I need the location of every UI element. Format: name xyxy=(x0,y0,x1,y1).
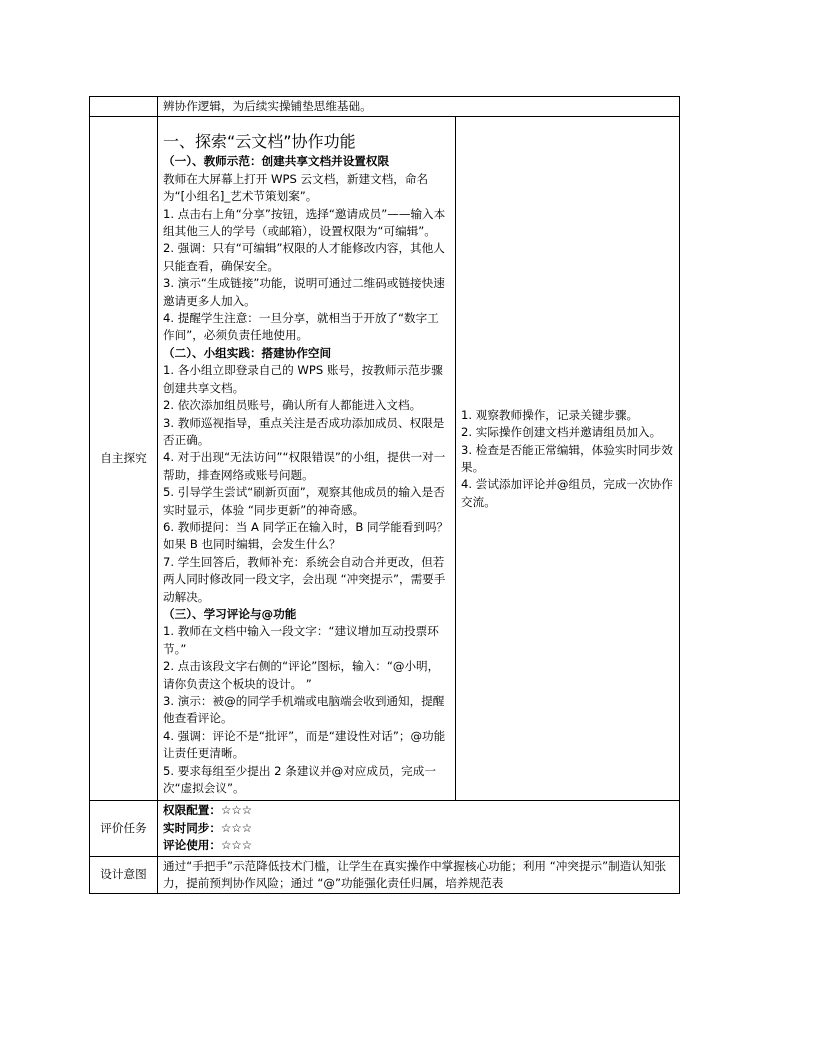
lesson-table xyxy=(89,96,680,894)
content-line: 1. 教师在文档中输入一段文字：“建议增加互动投票环节。” xyxy=(163,624,439,656)
content-line: 2. 依次添加组员账号，确认所有人都能进入文档。 xyxy=(163,398,422,413)
main-label: 自主探究 xyxy=(100,451,147,466)
main-content-cell xyxy=(158,117,456,801)
subsection-heading: （二）、小组实践：搭建协作空间 xyxy=(163,345,332,360)
content-line: 7. 学生回答后，教师补充：系统会自动合并更改，但若两人同时修改同一段文字，会出现 “冲突提示”，需要手动解决。 xyxy=(163,554,446,604)
student-activity-line: 3. 检查是否能正常编辑，体验实时同步效果。 xyxy=(461,442,673,474)
top-label-cell xyxy=(90,97,158,117)
subsection-heading: （一）、教师示范：创建共享文档并设置权限 xyxy=(163,154,390,169)
eval-item-name: 实时同步： xyxy=(163,820,221,835)
content-line: 教师在大屏幕上打开 WPS 云文档，新建文档，命名为“[小组名]_艺术节策划案”。 xyxy=(163,171,429,204)
student-activity-cell xyxy=(456,117,680,801)
top-text-cell xyxy=(158,97,680,117)
eval-item-name: 评论使用： xyxy=(163,838,221,853)
content-line: 2. 强调：只有“可编辑”权限的人才能修改内容，其他人只能查看，确保安全。 xyxy=(163,241,445,273)
student-activity-line: 1. 观察教师操作，记录关键步骤。 xyxy=(461,407,639,422)
content-line: 5. 要求每组至少提出 2 条建议并@对应成员，完成一次“虚拟会议”。 xyxy=(163,763,436,796)
content-line: 4. 对于出现“无法访问”“权限错误”的小组，提供一对一帮助，排查网络或账号问题。 xyxy=(163,450,446,482)
table-row-eval xyxy=(90,801,680,856)
eval-item xyxy=(163,820,674,837)
main-label-cell xyxy=(90,117,158,801)
content-line: 4. 提醒学生注意：一旦分享，就相当于开放了“数字工作间”，必须负责任地使用。 xyxy=(163,311,439,343)
content-line: 4. 强调：评论不是“批评”，而是“建设性对话”；@功能让责任更清晰。 xyxy=(163,728,446,761)
design-label: 设计意图 xyxy=(100,867,147,882)
content-line: 3. 演示：被@的同学手机端或电脑端会收到通知，提醒他查看评论。 xyxy=(163,694,445,726)
eval-item xyxy=(163,837,674,854)
eval-lines xyxy=(163,802,674,854)
table-row-top xyxy=(90,97,680,117)
design-text: 通过“手把手”示范降低技术门槛，让学生在真实操作中掌握核心功能；利用 “冲突提示”制造认知张力，提前预判协作风险；通过 “@”功能强化责任归属，培养规范表 xyxy=(163,858,667,891)
eval-label-cell xyxy=(90,801,158,856)
main-lines xyxy=(163,153,450,797)
eval-label: 评价任务 xyxy=(100,820,147,835)
subsection-heading: （三）、学习评论与@功能 xyxy=(163,606,297,621)
eval-stars: ☆☆☆ xyxy=(220,838,253,853)
eval-stars: ☆☆☆ xyxy=(220,803,253,818)
content-line: 3. 演示“生成链接”功能，说明可通过二维码或链接快速邀请更多人加入。 xyxy=(163,276,445,308)
top-text: 辨协作逻辑，为后续实操铺垫思维基础。 xyxy=(163,99,372,113)
student-activity-line: 2. 实际操作创建文档并邀请组员加入。 xyxy=(461,425,662,440)
student-activity-lines xyxy=(461,407,674,511)
content-line: 5. 引导学生尝试“刷新页面”，观察其他成员的输入是否实时显示，体验 “同步更新”的神奇感。 xyxy=(163,485,445,517)
table-row-main xyxy=(90,117,680,801)
eval-stars: ☆☆☆ xyxy=(220,820,253,835)
eval-item-name: 权限配置： xyxy=(163,803,221,818)
eval-item xyxy=(163,802,674,819)
content-line: 1. 各小组立即登录自己的 WPS 账号，按教师示范步骤创建共享文档。 xyxy=(163,363,443,395)
content-line: 1. 点击右上角“分享”按钮，选择“邀请成员”——输入本组其他三人的学号（或邮箱），设置权限为“可编辑”。 xyxy=(163,206,446,239)
eval-content-cell xyxy=(158,801,680,856)
section-heading: 一、探索“云文档”协作功能 xyxy=(163,132,356,152)
content-line: 6. 教师提问：当 A 同学正在输入时，B 同学能看到吗？如果 B 也同时编辑，会发生什么？ xyxy=(163,519,449,552)
content-line: 3. 教师巡视指导，重点关注是否成功添加成员、权限是否正确。 xyxy=(163,415,445,447)
table-row-design xyxy=(90,856,680,894)
student-activity-line: 4. 尝试添加评论并@组员，完成一次协作交流。 xyxy=(461,477,673,509)
design-label-cell xyxy=(90,856,158,894)
design-content-cell xyxy=(158,856,680,894)
content-line: 2. 点击该段文字右侧的“评论”图标，输入：“@小明，请你负责这个板块的设计。 ” xyxy=(163,659,440,691)
